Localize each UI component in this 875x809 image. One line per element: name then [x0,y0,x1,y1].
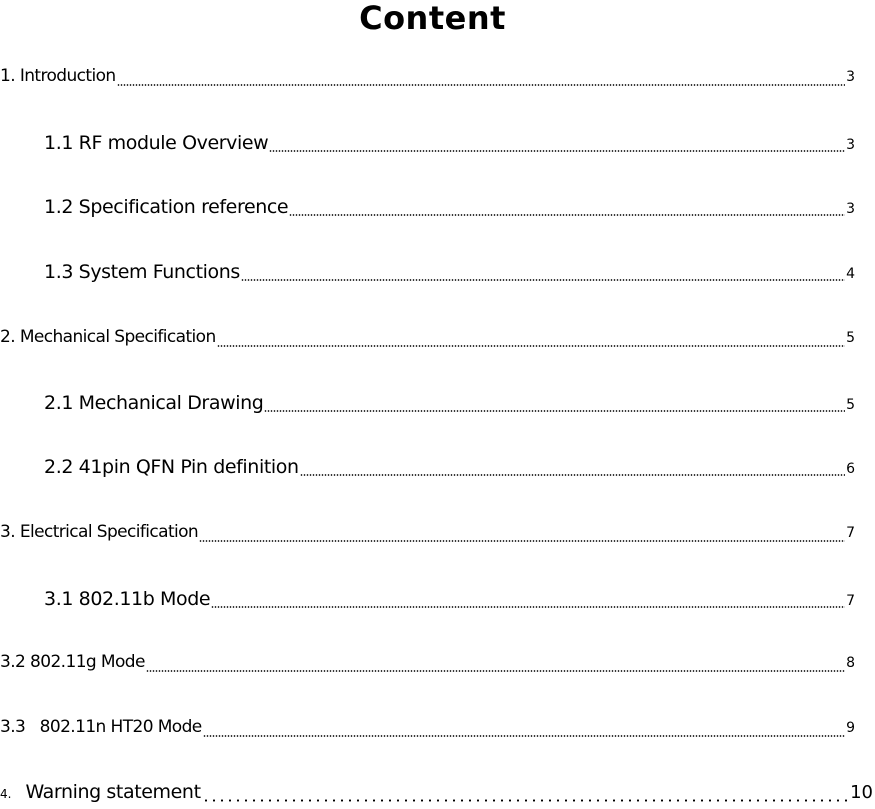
toc-entry-label: 3. Electrical Specification [0,522,199,542]
toc-leader-dots [117,84,846,86]
toc-entry-mechanical-drawing[interactable] [44,392,855,418]
toc-leader-dots [300,474,845,476]
toc-entry-label: 1. Introduction [0,66,116,86]
toc-entry-system-functions[interactable] [44,261,855,287]
toc-entry-label: 1.1 RF module Overview [44,132,269,154]
toc-entry-rf-module-overview[interactable] [44,132,855,158]
toc-entry-number: 4. [0,787,12,801]
toc-entry-specification-reference[interactable] [44,196,855,222]
toc-entry-label: 1.2 Specification reference [44,196,289,218]
toc-leader-dots [203,735,845,737]
toc-page-number: 5 [846,397,855,413]
toc-entry-introduction[interactable] [0,66,855,92]
toc-leader-dots [241,279,845,281]
toc-entry-80211n-ht20-mode[interactable] [0,717,855,743]
toc-entry-label: 3.2 802.11g Mode [0,652,145,672]
toc-page-number: 3 [846,69,855,85]
toc-entry-80211g-mode[interactable] [0,652,855,678]
toc-leader-dots [269,150,845,152]
toc-page-number: 3 [846,201,855,217]
toc-page-number: 7 [846,525,855,541]
toc-entry-label: 2.1 Mechanical Drawing [44,392,264,414]
toc-leader-dots [202,799,849,802]
toc-entry-electrical-specification[interactable] [0,522,855,548]
toc-leader-dots [264,410,845,412]
toc-entry-label: 2.2 41pin QFN Pin definition [44,456,299,478]
toc-entry-qfn-pin-definition[interactable] [44,456,855,482]
toc-page-number: 10 [850,782,873,803]
toc-page-number: 3 [846,137,855,153]
page-title: Content [359,0,506,37]
toc-page-number: 7 [846,593,855,609]
toc-entry-warning-statement[interactable] [0,781,873,807]
toc-page-number: 4 [846,266,855,282]
toc-entry-label: 1.3 System Functions [44,261,240,283]
toc-page-number: 9 [846,720,855,736]
toc-entry-80211b-mode[interactable] [44,588,855,614]
toc-page-number: 8 [846,655,855,671]
toc-leader-dots [211,606,845,608]
toc-page-number: 6 [846,461,855,477]
toc-entry-label: Warning statement [25,781,201,803]
toc-entry-label: 3.1 802.11b Mode [44,588,211,610]
toc-leader-dots [289,214,845,216]
toc-leader-dots [146,670,845,672]
toc-entry-mechanical-specification[interactable] [0,327,855,353]
toc-entry-label: 2. Mechanical Specification [0,327,216,347]
toc-leader-dots [199,540,845,542]
toc-leader-dots [217,345,845,347]
toc-entry-label: 3.3 802.11n HT20 Mode [0,717,202,737]
toc-page-number: 5 [846,330,855,346]
